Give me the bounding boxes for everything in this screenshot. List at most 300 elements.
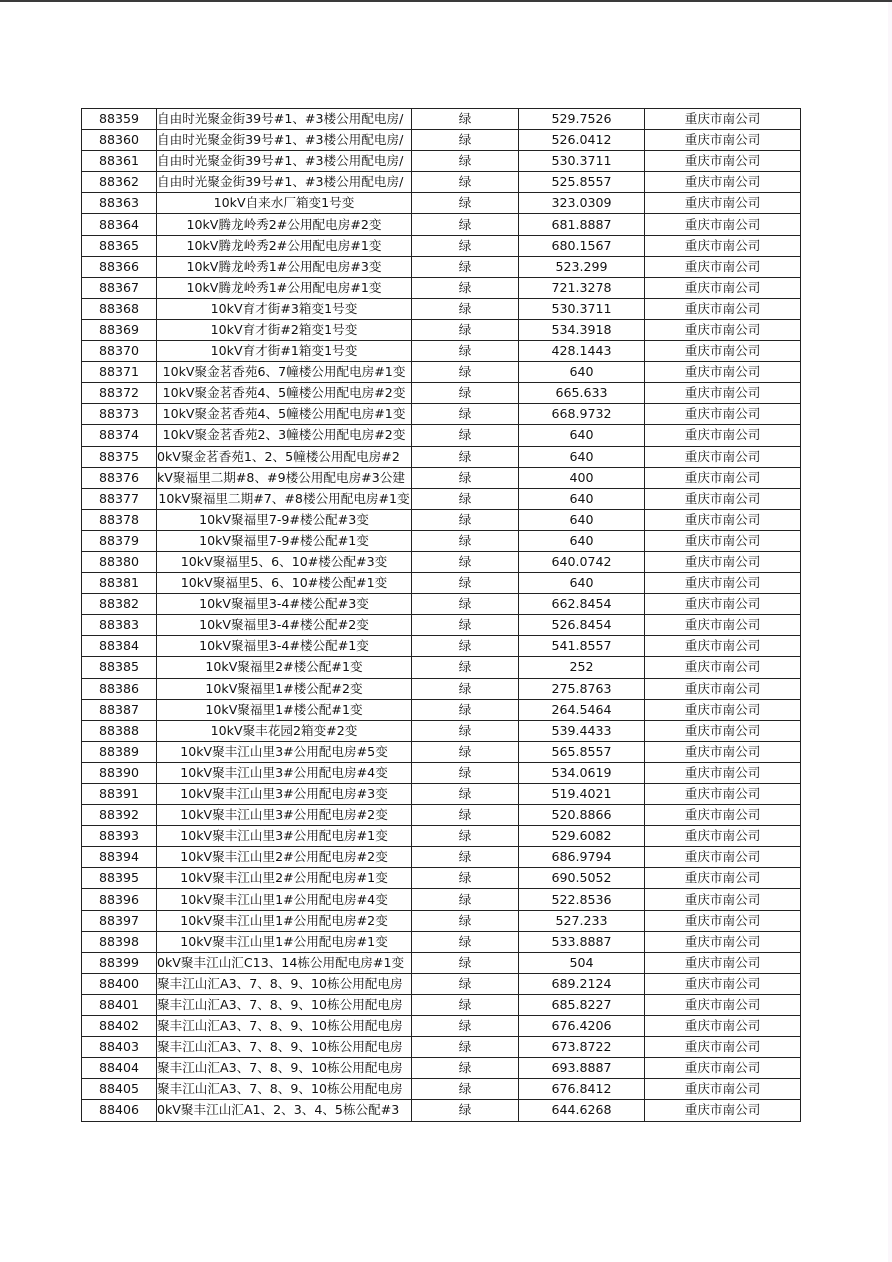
- cell-station-name[interactable]: [157, 952, 412, 973]
- cell-station-name[interactable]: [157, 973, 412, 994]
- cell-company[interactable]: 重庆市南公司: [645, 446, 801, 467]
- cell-station-name[interactable]: [157, 1079, 412, 1100]
- table-row: [82, 952, 801, 973]
- station-name-text: 聚丰江山汇A3、7、8、9、10栋公用配电房: [157, 1081, 403, 1097]
- cell-company[interactable]: 重庆市南公司: [645, 341, 801, 362]
- cell-value[interactable]: 522.8536: [519, 889, 645, 910]
- cell-value[interactable]: 640: [519, 573, 645, 594]
- cell-value[interactable]: 689.2124: [519, 973, 645, 994]
- cell-station-name[interactable]: [157, 193, 412, 214]
- station-name-text: 10kV聚福里2#楼公配#1变: [205, 659, 363, 675]
- cell-value[interactable]: 530.3711: [519, 151, 645, 172]
- cell-id[interactable]: 88367: [82, 277, 157, 298]
- station-name-text: 聚丰江山汇A3、7、8、9、10栋公用配电房: [157, 1018, 403, 1034]
- cell-value[interactable]: 673.8722: [519, 1037, 645, 1058]
- cell-company[interactable]: 重庆市南公司: [645, 678, 801, 699]
- table-row: [82, 446, 801, 467]
- cell-status[interactable]: 绿: [412, 235, 519, 256]
- cell-station-name[interactable]: [157, 298, 412, 319]
- station-name-text: 10kV聚福里7-9#楼公配#3变: [199, 511, 369, 527]
- station-name-text: 10kV聚丰江山里1#公用配电房#1变: [180, 933, 388, 949]
- cell-station-name[interactable]: [157, 889, 412, 910]
- station-name-text: /自由时光聚金街39号#1、#3楼公用配电房: [157, 174, 404, 190]
- cell-status[interactable]: 绿: [412, 425, 519, 446]
- cell-station-name[interactable]: [157, 214, 412, 235]
- cell-value[interactable]: 662.8454: [519, 594, 645, 615]
- cell-station-name[interactable]: [157, 762, 412, 783]
- cell-station-name[interactable]: [157, 1100, 412, 1121]
- cell-station-name[interactable]: [157, 594, 412, 615]
- cell-company[interactable]: 重庆市南公司: [645, 931, 801, 952]
- cell-status[interactable]: 绿: [412, 910, 519, 931]
- cell-company[interactable]: 重庆市南公司: [645, 488, 801, 509]
- cell-company[interactable]: 重庆市南公司: [645, 784, 801, 805]
- cell-status[interactable]: 绿: [412, 404, 519, 425]
- table-row: [82, 741, 801, 762]
- station-name-text: 10kV聚丰江山里1#公用配电房#4变: [180, 891, 388, 907]
- cell-status[interactable]: 绿: [412, 446, 519, 467]
- table-row: [82, 805, 801, 826]
- cell-company[interactable]: 重庆市南公司: [645, 1037, 801, 1058]
- cell-status[interactable]: 绿: [412, 826, 519, 847]
- cell-id[interactable]: 88365: [82, 235, 157, 256]
- cell-value[interactable]: 640: [519, 509, 645, 530]
- cell-station-name[interactable]: [157, 994, 412, 1015]
- cell-company[interactable]: 重庆市南公司: [645, 868, 801, 889]
- cell-id[interactable]: 88383: [82, 615, 157, 636]
- cell-company[interactable]: 重庆市南公司: [645, 1016, 801, 1037]
- transformer-data-table: [81, 108, 801, 1122]
- cell-status[interactable]: 绿: [412, 889, 519, 910]
- cell-company[interactable]: 重庆市南公司: [645, 551, 801, 572]
- cell-value[interactable]: 693.8887: [519, 1058, 645, 1079]
- cell-id[interactable]: 88395: [82, 868, 157, 889]
- cell-company[interactable]: 重庆市南公司: [645, 973, 801, 994]
- cell-station-name[interactable]: [157, 530, 412, 551]
- cell-value[interactable]: 529.7526: [519, 109, 645, 130]
- cell-id[interactable]: 88370: [82, 341, 157, 362]
- station-name-text: 10kV聚丰江山里3#公用配电房#5变: [180, 743, 388, 759]
- cell-station-name[interactable]: [157, 488, 412, 509]
- cell-id[interactable]: 88386: [82, 678, 157, 699]
- cell-company[interactable]: 重庆市南公司: [645, 172, 801, 193]
- table-row: [82, 573, 801, 594]
- table-row: [82, 362, 801, 383]
- cell-value[interactable]: 264.5464: [519, 699, 645, 720]
- cell-station-name[interactable]: [157, 741, 412, 762]
- cell-company[interactable]: 重庆市南公司: [645, 594, 801, 615]
- cell-status[interactable]: 绿: [412, 214, 519, 235]
- cell-value[interactable]: 428.1443: [519, 341, 645, 362]
- cell-company[interactable]: 重庆市南公司: [645, 151, 801, 172]
- cell-status[interactable]: 绿: [412, 109, 519, 130]
- cell-value[interactable]: 323.0309: [519, 193, 645, 214]
- cell-company[interactable]: 重庆市南公司: [645, 720, 801, 741]
- station-name-text: 10kV育才街#3箱变1号变: [210, 300, 358, 316]
- cell-company[interactable]: 重庆市南公司: [645, 826, 801, 847]
- cell-id[interactable]: 88406: [82, 1100, 157, 1121]
- cell-company[interactable]: 重庆市南公司: [645, 404, 801, 425]
- cell-status[interactable]: 绿: [412, 931, 519, 952]
- cell-value[interactable]: 685.8227: [519, 994, 645, 1015]
- cell-id[interactable]: 88385: [82, 657, 157, 678]
- cell-status[interactable]: 绿: [412, 678, 519, 699]
- cell-value[interactable]: 640: [519, 446, 645, 467]
- cell-status[interactable]: 绿: [412, 1016, 519, 1037]
- cell-status[interactable]: 绿: [412, 277, 519, 298]
- cell-id[interactable]: 88394: [82, 847, 157, 868]
- cell-value[interactable]: 665.633: [519, 383, 645, 404]
- cell-id[interactable]: 88392: [82, 805, 157, 826]
- cell-id[interactable]: 88362: [82, 172, 157, 193]
- table-row: [82, 762, 801, 783]
- cell-status[interactable]: 绿: [412, 530, 519, 551]
- station-name-text: 10kV聚福里1#楼公配#1变: [205, 701, 363, 717]
- cell-id[interactable]: 88388: [82, 720, 157, 741]
- cell-id[interactable]: 88404: [82, 1058, 157, 1079]
- cell-status[interactable]: 绿: [412, 784, 519, 805]
- cell-status[interactable]: 绿: [412, 594, 519, 615]
- cell-id[interactable]: 88369: [82, 319, 157, 340]
- cell-company[interactable]: 重庆市南公司: [645, 952, 801, 973]
- cell-company[interactable]: 重庆市南公司: [645, 994, 801, 1015]
- cell-station-name[interactable]: [157, 720, 412, 741]
- cell-status[interactable]: 绿: [412, 720, 519, 741]
- cell-id[interactable]: 88363: [82, 193, 157, 214]
- station-name-text: 10kV腾龙岭秀2#公用配电房#2变: [186, 216, 382, 232]
- cell-status[interactable]: 绿: [412, 193, 519, 214]
- cell-status[interactable]: 绿: [412, 762, 519, 783]
- cell-value[interactable]: 526.8454: [519, 615, 645, 636]
- cell-value[interactable]: 565.8557: [519, 741, 645, 762]
- cell-station-name[interactable]: [157, 256, 412, 277]
- cell-status[interactable]: 绿: [412, 1037, 519, 1058]
- table-row: [82, 530, 801, 551]
- page-top-border: [0, 0, 892, 2]
- station-name-text: 10kV聚丰江山里1#公用配电房#2变: [180, 912, 388, 928]
- cell-company[interactable]: 重庆市南公司: [645, 193, 801, 214]
- cell-company[interactable]: 重庆市南公司: [645, 467, 801, 488]
- table-row: [82, 678, 801, 699]
- cell-status[interactable]: 绿: [412, 551, 519, 572]
- cell-id[interactable]: 88361: [82, 151, 157, 172]
- cell-station-name[interactable]: [157, 341, 412, 362]
- cell-value[interactable]: 640.0742: [519, 551, 645, 572]
- cell-status[interactable]: 绿: [412, 636, 519, 657]
- cell-id[interactable]: 88396: [82, 889, 157, 910]
- cell-company[interactable]: 重庆市南公司: [645, 130, 801, 151]
- cell-company[interactable]: 重庆市南公司: [645, 657, 801, 678]
- cell-id[interactable]: 88398: [82, 931, 157, 952]
- cell-value[interactable]: 640: [519, 488, 645, 509]
- table-row: [82, 130, 801, 151]
- cell-station-name[interactable]: [157, 657, 412, 678]
- station-name-text: 10kV聚丰江山里2#公用配电房#2变: [180, 849, 388, 865]
- cell-id[interactable]: 88400: [82, 973, 157, 994]
- table-body: [82, 109, 801, 1122]
- station-name-text: /自由时光聚金街39号#1、#3楼公用配电房: [157, 132, 404, 148]
- cell-station-name[interactable]: [157, 805, 412, 826]
- cell-value[interactable]: 527.233: [519, 910, 645, 931]
- cell-id[interactable]: 88397: [82, 910, 157, 931]
- cell-value[interactable]: 275.8763: [519, 678, 645, 699]
- cell-company[interactable]: 重庆市南公司: [645, 805, 801, 826]
- cell-status[interactable]: 绿: [412, 1100, 519, 1121]
- cell-status[interactable]: 绿: [412, 298, 519, 319]
- cell-status[interactable]: 绿: [412, 488, 519, 509]
- cell-company[interactable]: 重庆市南公司: [645, 509, 801, 530]
- cell-status[interactable]: 绿: [412, 615, 519, 636]
- cell-value[interactable]: 644.6268: [519, 1100, 645, 1121]
- cell-company[interactable]: 重庆市南公司: [645, 362, 801, 383]
- station-name-text: 10kV育才街#1箱变1号变: [210, 343, 358, 359]
- cell-status[interactable]: 绿: [412, 130, 519, 151]
- cell-status[interactable]: 绿: [412, 319, 519, 340]
- station-name-text: /自由时光聚金街39号#1、#3楼公用配电房: [157, 153, 404, 169]
- cell-id[interactable]: 88399: [82, 952, 157, 973]
- cell-company[interactable]: 重庆市南公司: [645, 1100, 801, 1121]
- cell-station-name[interactable]: [157, 362, 412, 383]
- cell-status[interactable]: 绿: [412, 805, 519, 826]
- cell-id[interactable]: 88359: [82, 109, 157, 130]
- cell-status[interactable]: 绿: [412, 741, 519, 762]
- cell-value[interactable]: 523.299: [519, 256, 645, 277]
- cell-id[interactable]: 88380: [82, 551, 157, 572]
- cell-value[interactable]: 680.1567: [519, 235, 645, 256]
- cell-value[interactable]: 721.3278: [519, 277, 645, 298]
- cell-station-name[interactable]: [157, 277, 412, 298]
- cell-value[interactable]: 681.8887: [519, 214, 645, 235]
- cell-value[interactable]: 252: [519, 657, 645, 678]
- cell-company[interactable]: 重庆市南公司: [645, 910, 801, 931]
- table-row: [82, 277, 801, 298]
- cell-company[interactable]: 重庆市南公司: [645, 699, 801, 720]
- station-name-text: 10kV聚金茗香苑4、5幢楼公用配电房#1变: [162, 406, 406, 422]
- table-row: [82, 889, 801, 910]
- cell-value[interactable]: 534.0619: [519, 762, 645, 783]
- cell-status[interactable]: 绿: [412, 952, 519, 973]
- cell-station-name[interactable]: [157, 404, 412, 425]
- cell-status[interactable]: 绿: [412, 467, 519, 488]
- cell-value[interactable]: 529.6082: [519, 826, 645, 847]
- cell-status[interactable]: 绿: [412, 847, 519, 868]
- cell-station-name[interactable]: [157, 172, 412, 193]
- station-name-text: 10kV聚丰江山里3#公用配电房#3变: [180, 786, 388, 802]
- cell-value[interactable]: 676.8412: [519, 1079, 645, 1100]
- cell-company[interactable]: 重庆市南公司: [645, 1079, 801, 1100]
- cell-value[interactable]: 640: [519, 362, 645, 383]
- cell-id[interactable]: 88364: [82, 214, 157, 235]
- cell-status[interactable]: 绿: [412, 657, 519, 678]
- cell-id[interactable]: 88368: [82, 298, 157, 319]
- cell-value[interactable]: 640: [519, 530, 645, 551]
- cell-station-name[interactable]: [157, 551, 412, 572]
- cell-company[interactable]: 重庆市南公司: [645, 847, 801, 868]
- cell-station-name[interactable]: [157, 826, 412, 847]
- station-name-text: 10kV聚福里3-4#楼公配#1变: [199, 638, 369, 654]
- cell-company[interactable]: 重庆市南公司: [645, 741, 801, 762]
- cell-status[interactable]: 绿: [412, 172, 519, 193]
- cell-id[interactable]: 88402: [82, 1016, 157, 1037]
- cell-value[interactable]: 690.5052: [519, 868, 645, 889]
- table-row: [82, 193, 801, 214]
- table-row: [82, 1100, 801, 1121]
- cell-station-name[interactable]: [157, 383, 412, 404]
- cell-id[interactable]: 88373: [82, 404, 157, 425]
- cell-company[interactable]: 重庆市南公司: [645, 530, 801, 551]
- cell-value[interactable]: 541.8557: [519, 636, 645, 657]
- station-name-text: 10kV聚丰江山里3#公用配电房#2变: [180, 807, 388, 823]
- cell-station-name[interactable]: [157, 509, 412, 530]
- cell-station-name[interactable]: [157, 1016, 412, 1037]
- cell-id[interactable]: 88387: [82, 699, 157, 720]
- cell-value[interactable]: 504: [519, 952, 645, 973]
- table-row: [82, 298, 801, 319]
- cell-station-name[interactable]: [157, 636, 412, 657]
- cell-id[interactable]: 88379: [82, 530, 157, 551]
- cell-status[interactable]: 绿: [412, 509, 519, 530]
- station-name-text: 10kV聚福里二期#7、#8楼公用配电房#1变: [158, 490, 410, 506]
- cell-id[interactable]: 88371: [82, 362, 157, 383]
- cell-company[interactable]: 重庆市南公司: [645, 319, 801, 340]
- cell-id[interactable]: 88384: [82, 636, 157, 657]
- cell-station-name[interactable]: [157, 910, 412, 931]
- cell-station-name[interactable]: [157, 319, 412, 340]
- table-row: [82, 383, 801, 404]
- table-row: [82, 699, 801, 720]
- cell-value[interactable]: 520.8866: [519, 805, 645, 826]
- cell-station-name[interactable]: [157, 446, 412, 467]
- cell-value[interactable]: 533.8887: [519, 931, 645, 952]
- station-name-text: 10kV聚丰江山里3#公用配电房#4变: [180, 764, 388, 780]
- cell-id[interactable]: 88405: [82, 1079, 157, 1100]
- cell-id[interactable]: 88366: [82, 256, 157, 277]
- cell-station-name[interactable]: [157, 615, 412, 636]
- cell-id[interactable]: 88377: [82, 488, 157, 509]
- cell-value[interactable]: 686.9794: [519, 847, 645, 868]
- cell-station-name[interactable]: [157, 699, 412, 720]
- cell-status[interactable]: 绿: [412, 341, 519, 362]
- cell-station-name[interactable]: [157, 109, 412, 130]
- cell-company[interactable]: 重庆市南公司: [645, 615, 801, 636]
- cell-value[interactable]: 676.4206: [519, 1016, 645, 1037]
- cell-value[interactable]: 400: [519, 467, 645, 488]
- cell-company[interactable]: 重庆市南公司: [645, 762, 801, 783]
- cell-status[interactable]: 绿: [412, 994, 519, 1015]
- cell-value[interactable]: 640: [519, 425, 645, 446]
- table-row: [82, 214, 801, 235]
- cell-station-name[interactable]: [157, 931, 412, 952]
- cell-id[interactable]: 88375: [82, 446, 157, 467]
- cell-company[interactable]: 重庆市南公司: [645, 214, 801, 235]
- cell-status[interactable]: 绿: [412, 573, 519, 594]
- table-row: [82, 151, 801, 172]
- station-name-text: 0kV聚金茗香苑1、2、5幢楼公用配电房#2: [157, 448, 400, 464]
- cell-value[interactable]: 530.3711: [519, 298, 645, 319]
- table-row: [82, 425, 801, 446]
- table-row: [82, 657, 801, 678]
- cell-station-name[interactable]: [157, 573, 412, 594]
- cell-id[interactable]: 88374: [82, 425, 157, 446]
- cell-value[interactable]: 539.4433: [519, 720, 645, 741]
- table-row: [82, 1037, 801, 1058]
- table-row: [82, 404, 801, 425]
- station-name-text: 10kV聚丰江山里2#公用配电房#1变: [180, 870, 388, 886]
- cell-id[interactable]: 88403: [82, 1037, 157, 1058]
- cell-status[interactable]: 绿: [412, 362, 519, 383]
- cell-company[interactable]: 重庆市南公司: [645, 235, 801, 256]
- cell-id[interactable]: 88372: [82, 383, 157, 404]
- cell-id[interactable]: 88378: [82, 509, 157, 530]
- cell-id[interactable]: 88393: [82, 826, 157, 847]
- cell-company[interactable]: 重庆市南公司: [645, 1058, 801, 1079]
- cell-id[interactable]: 88390: [82, 762, 157, 783]
- cell-id[interactable]: 88389: [82, 741, 157, 762]
- cell-id[interactable]: 88382: [82, 594, 157, 615]
- table-row: [82, 319, 801, 340]
- station-name-text: 10kV自来水厂箱变1号变: [213, 195, 355, 211]
- cell-id[interactable]: 88381: [82, 573, 157, 594]
- cell-status[interactable]: 绿: [412, 868, 519, 889]
- cell-status[interactable]: 绿: [412, 1079, 519, 1100]
- cell-station-name[interactable]: [157, 151, 412, 172]
- cell-company[interactable]: 重庆市南公司: [645, 256, 801, 277]
- cell-company[interactable]: 重庆市南公司: [645, 636, 801, 657]
- cell-status[interactable]: 绿: [412, 256, 519, 277]
- cell-station-name[interactable]: [157, 235, 412, 256]
- cell-id[interactable]: 88360: [82, 130, 157, 151]
- cell-status[interactable]: 绿: [412, 1058, 519, 1079]
- cell-company[interactable]: 重庆市南公司: [645, 383, 801, 404]
- cell-station-name[interactable]: [157, 467, 412, 488]
- station-name-text: 10kV聚金茗香苑4、5幢楼公用配电房#2变: [162, 385, 406, 401]
- cell-id[interactable]: 88391: [82, 784, 157, 805]
- station-name-text: 10kV聚丰江山里3#公用配电房#1变: [180, 828, 388, 844]
- cell-station-name[interactable]: [157, 1037, 412, 1058]
- station-name-text: 10kV育才街#2箱变1号变: [210, 321, 358, 337]
- cell-status[interactable]: 绿: [412, 151, 519, 172]
- cell-station-name[interactable]: [157, 130, 412, 151]
- cell-station-name[interactable]: [157, 847, 412, 868]
- cell-company[interactable]: 重庆市南公司: [645, 298, 801, 319]
- cell-company[interactable]: 重庆市南公司: [645, 889, 801, 910]
- station-name-text: 10kV聚福里5、6、10#楼公配#1变: [180, 575, 388, 591]
- cell-value[interactable]: 668.9732: [519, 404, 645, 425]
- cell-station-name[interactable]: [157, 868, 412, 889]
- cell-company[interactable]: 重庆市南公司: [645, 277, 801, 298]
- station-name-text: 10kV腾龙岭秀1#公用配电房#3变: [186, 258, 382, 274]
- cell-value[interactable]: 534.3918: [519, 319, 645, 340]
- cell-station-name[interactable]: [157, 425, 412, 446]
- cell-status[interactable]: 绿: [412, 973, 519, 994]
- cell-station-name[interactable]: [157, 678, 412, 699]
- cell-company[interactable]: 重庆市南公司: [645, 109, 801, 130]
- cell-value[interactable]: 519.4021: [519, 784, 645, 805]
- cell-status[interactable]: 绿: [412, 383, 519, 404]
- cell-status[interactable]: 绿: [412, 699, 519, 720]
- cell-station-name[interactable]: [157, 1058, 412, 1079]
- cell-company[interactable]: 重庆市南公司: [645, 573, 801, 594]
- cell-value[interactable]: 526.0412: [519, 130, 645, 151]
- cell-station-name[interactable]: [157, 784, 412, 805]
- table-row: [82, 509, 801, 530]
- cell-value[interactable]: 525.8557: [519, 172, 645, 193]
- table-row: [82, 1016, 801, 1037]
- cell-company[interactable]: 重庆市南公司: [645, 425, 801, 446]
- cell-id[interactable]: 88376: [82, 467, 157, 488]
- cell-id[interactable]: 88401: [82, 994, 157, 1015]
- station-name-text: /自由时光聚金街39号#1、#3楼公用配电房: [157, 111, 404, 127]
